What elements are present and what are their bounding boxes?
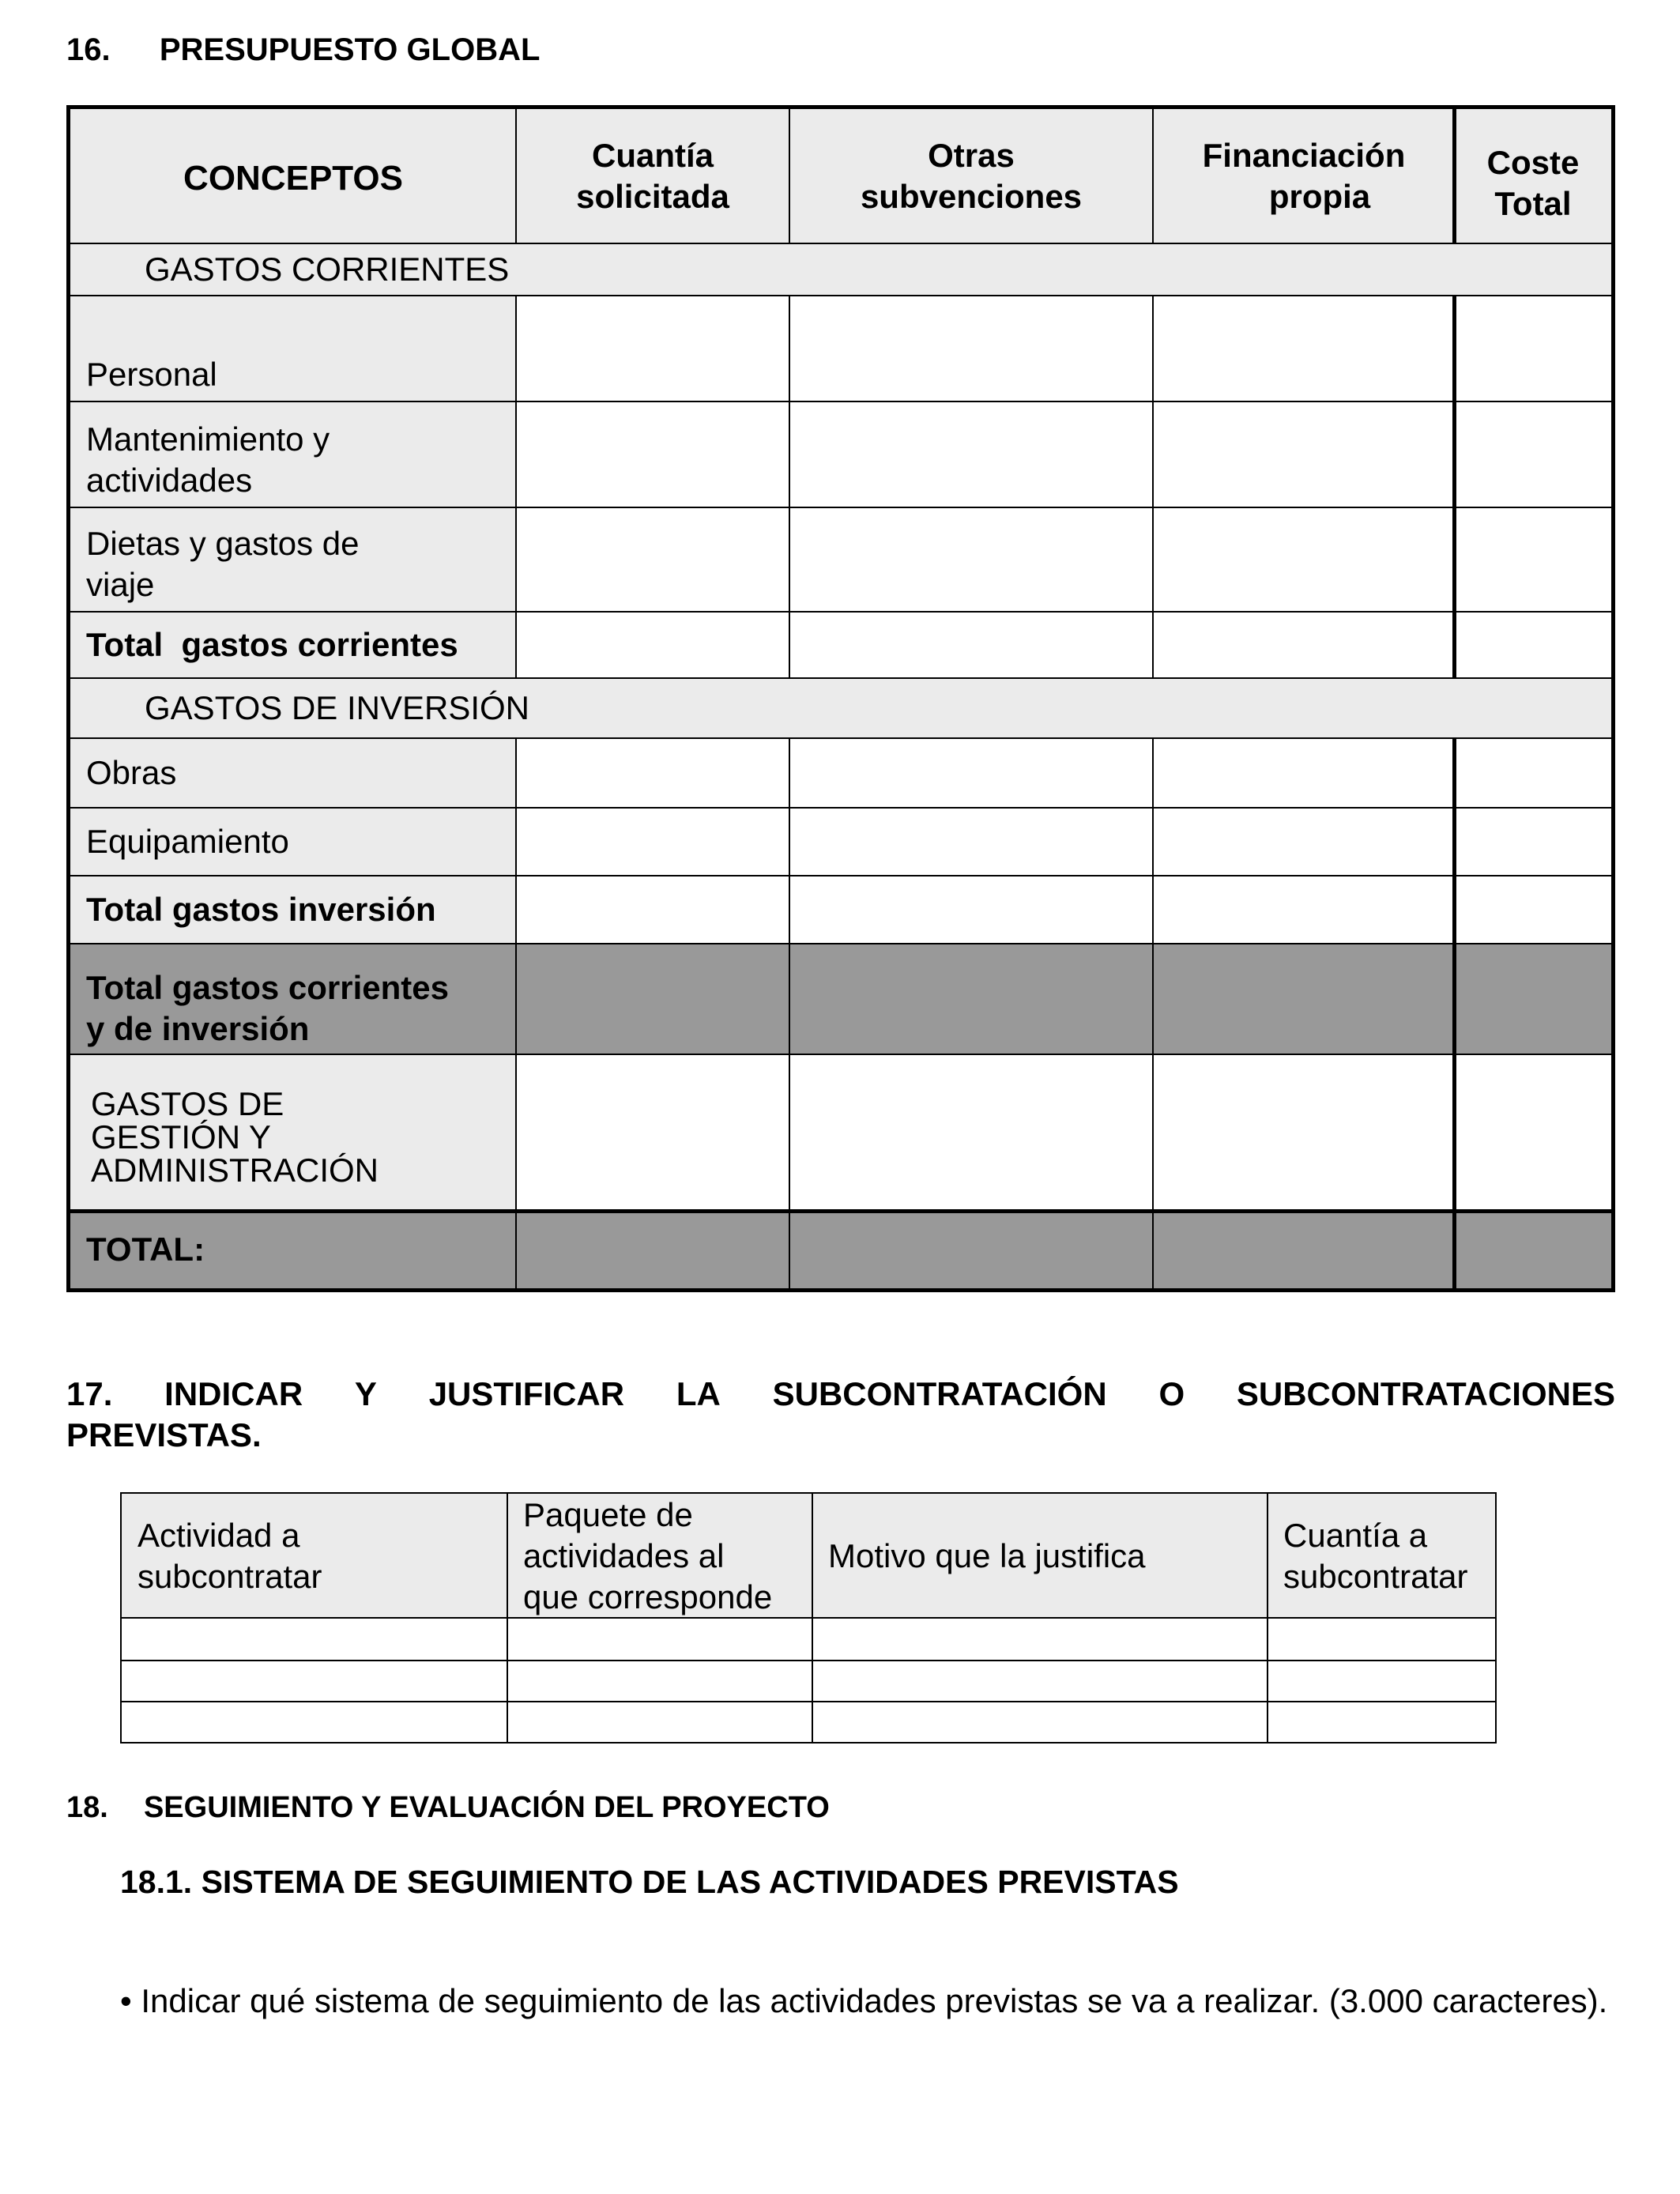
row-label-works: Obras [70, 738, 516, 808]
section-16-title: PRESUPUESTO GLOBAL [159, 32, 541, 67]
row-label-management: GASTOS DE GESTIÓN Y ADMINISTRACIÓN [70, 1054, 516, 1211]
section-18-1-heading: 18.1. SISTEMA DE SEGUIMIENTO DE LAS ACTIVIDADES PREVISTAS [120, 1864, 1179, 1900]
section-17-heading [66, 1374, 1615, 1456]
header-total-cost: Coste Total [1455, 109, 1611, 243]
table-row [122, 1661, 1495, 1702]
header-concepts: CONCEPTOS [70, 109, 516, 243]
row-label-total-current: Total gastos corrientes [70, 612, 516, 678]
header-activity: Actividad a subcontratar [122, 1494, 507, 1619]
header-requested-amount: Cuantía solicitada [516, 109, 789, 243]
row-label-maintenance: Mantenimiento y actividades [70, 401, 516, 507]
subcontracting-table [120, 1492, 1497, 1744]
bullet: • [120, 1982, 132, 2019]
header-other-subsidies: Otras subvenciones [789, 109, 1153, 243]
section-18-heading: 18. SEGUIMIENTO Y EVALUACIÓN DEL PROYECTO [66, 1791, 830, 1824]
band-investment-expenses: GASTOS DE INVERSIÓN [70, 678, 1611, 738]
header-package: Paquete de actividades al que corresponde [507, 1494, 812, 1619]
band-current-expenses: GASTOS CORRIENTES [70, 243, 1611, 296]
row-label-total-both: Total gastos corrientes y de inversión [70, 944, 516, 1054]
header-reason: Motivo que la justifica [812, 1494, 1268, 1619]
header-amount: Cuantía a subcontratar [1268, 1494, 1495, 1619]
header-own-financing: Financiación propia [1153, 109, 1455, 243]
table-row [122, 1702, 1495, 1742]
table-row [122, 1619, 1495, 1661]
row-label-grand-total: TOTAL: [70, 1211, 516, 1288]
row-label-total-investment: Total gastos inversión [70, 876, 516, 944]
budget-table [66, 105, 1615, 1292]
row-label-travel: Dietas y gastos de viaje [70, 507, 516, 612]
section-16-number: 16. [66, 32, 111, 67]
instruction-paragraph [120, 1981, 1614, 2022]
row-label-equipment: Equipamiento [70, 808, 516, 876]
section-17-title-line1: 17. INDICAR Y JUSTIFICAR LA SUBCONTRATACIÓN O SUBCONTRATACIONES [66, 1375, 1615, 1412]
section-16-heading [66, 32, 540, 68]
row-label-personal: Personal [70, 296, 516, 401]
section-17-title-line2: PREVISTAS. [66, 1416, 262, 1453]
instruction-text: Indicar qué sistema de seguimiento de las actividades previstas se va a realizar. (3.000 caracteres). [141, 1982, 1608, 2019]
